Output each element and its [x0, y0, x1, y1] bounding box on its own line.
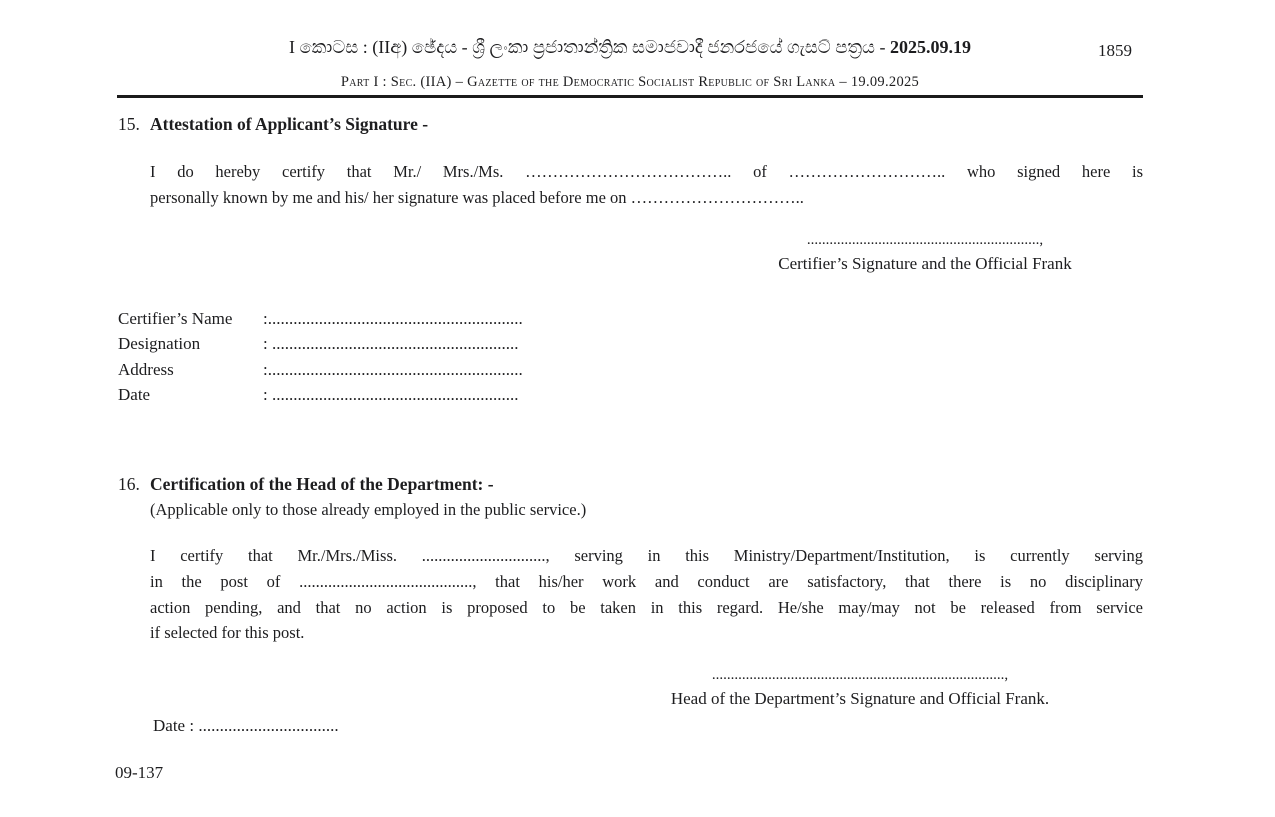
- gazette-notice-reference: 09-137: [115, 763, 164, 782]
- section-16-paragraph: [150, 543, 1143, 646]
- field-row-designation: [118, 331, 523, 356]
- section-15-title: Attestation of Applicant’s Signature -: [150, 114, 429, 134]
- paragraph-line: if selected for this post.: [150, 623, 305, 643]
- department-head-signature-caption: Head of the Department’s Signature and Official Frank.: [670, 689, 1050, 708]
- header-gazette-date: 2025.09.19: [889, 37, 971, 57]
- section-15-heading: [118, 114, 1143, 135]
- certifier-details-fields: [118, 306, 523, 408]
- section-16-subtitle: (Applicable only to those already employed in the public service.): [150, 500, 587, 519]
- paragraph-line: personally known by me and his/ her signature was placed before me on …………………………..: [150, 187, 804, 207]
- header-sinhala-title: [117, 37, 1143, 58]
- certifier-signature-caption: Certifier’s Signature and the Official Frank: [778, 254, 1072, 273]
- certifier-signature-block: [700, 229, 1150, 277]
- section-16-title: Certification of the Head of the Department: -: [150, 474, 494, 494]
- field-row-date: [118, 382, 523, 407]
- field-dotted-blank: :............................................................: [263, 309, 523, 328]
- field-dotted-blank: :............................................................: [263, 359, 523, 379]
- signature-dotted-line: ..............................................................,: [806, 232, 1044, 248]
- paragraph-line: in the post of .........................................., that his/her work and conduct are satisfactory, that there is no disciplinary: [150, 571, 1143, 591]
- field-row-address: [118, 357, 523, 382]
- section-16-number: 16.: [118, 474, 140, 494]
- page-number: 1859: [1098, 41, 1132, 60]
- paragraph-line: action pending, and that no action is proposed to be taken in this regard. He/she may/may not be released from service: [150, 597, 1143, 617]
- section-16-heading: [118, 474, 1143, 495]
- field-label: Designation: [118, 334, 201, 354]
- field-label: Certifier’s Name: [118, 309, 233, 328]
- paragraph-line: I certify that Mr./Mrs./Miss. .............................., serving in this Ministry/Department/Institution, is currently serving: [150, 546, 1143, 565]
- department-head-signature-block: [610, 664, 1110, 712]
- section-15-paragraph: [150, 159, 1143, 211]
- paragraph-line: I do hereby certify that Mr./ Mrs./Ms. ……………………………….. of ……………………….. who signed here is: [150, 162, 1143, 181]
- header-sinhala-text: I කොටස : (IIඅ) ඡේදය - ශ්‍රී ලංකා ප්‍රජාතාන්ත්‍රික සමාජවාදී ජනරජයේ ගැසට් පත්‍රය -: [289, 37, 890, 57]
- section-15-number: 15.: [118, 114, 140, 134]
- date-blank-line: Date : .................................: [153, 716, 339, 735]
- field-label: Address: [118, 359, 174, 379]
- field-dotted-blank: : ..........................................................: [263, 385, 519, 405]
- header-divider-rule: [117, 95, 1143, 98]
- field-dotted-blank: : ..........................................................: [263, 334, 519, 354]
- field-label: Date: [118, 385, 151, 405]
- field-row-certifier-name: [118, 306, 523, 331]
- signature-dotted-line: ..............................................................................,: [711, 667, 1009, 683]
- header-english-title: Part I : Sec. (IIA) – Gazette of the Democratic Socialist Republic of Sri Lanka – 19.09.2025: [340, 74, 920, 90]
